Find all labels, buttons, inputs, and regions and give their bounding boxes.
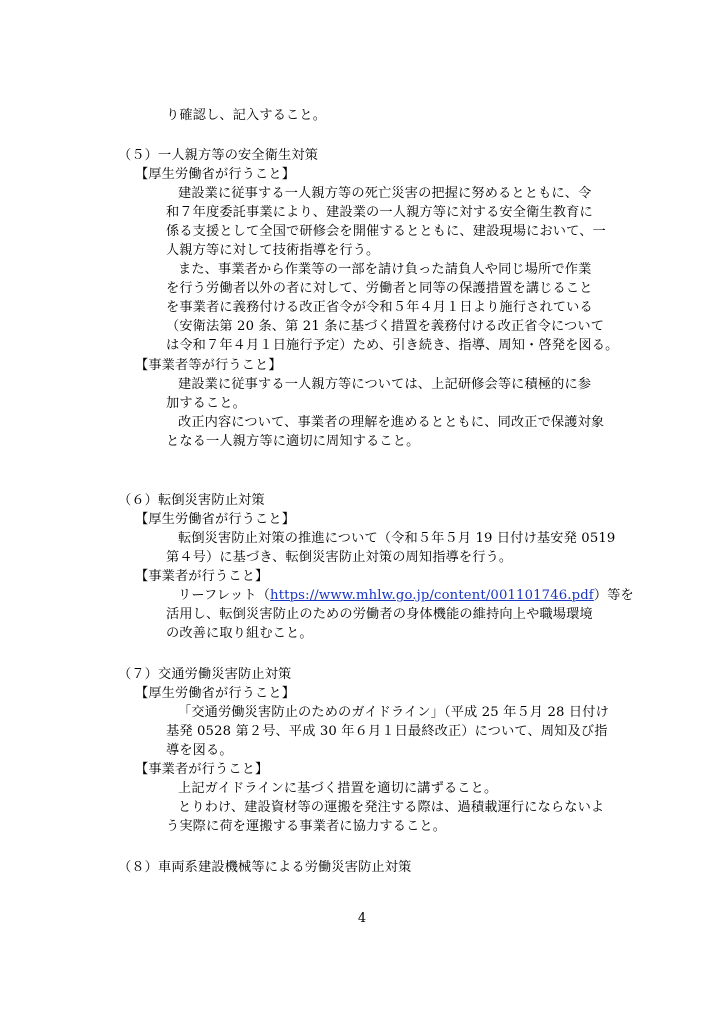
section-heading: （７）交通労働災害防止対策 bbox=[118, 667, 292, 682]
text-line: 上記ガイドラインに基づく措置を適切に講ずること。 bbox=[178, 781, 498, 796]
text-line: 加すること。 bbox=[166, 396, 247, 411]
section-heading: （８）車両系建設機械等による労働災害防止対策 bbox=[118, 860, 412, 875]
text-line: 基発 0528 第２号、平成 30 年６月１日最終改正）について、周知及び指 bbox=[166, 724, 608, 739]
text-line: 第４号）に基づき、転倒災害防止対策の周知指導を行う。 bbox=[166, 550, 513, 565]
text-line: 和７年度委託事業により、建設業の一人親方等に対する安全衛生教育に bbox=[166, 205, 593, 220]
subheading: 【事業者が行うこと】 bbox=[135, 569, 269, 584]
leaflet-line bbox=[178, 588, 634, 604]
subheading: 【厚生労働省が行うこと】 bbox=[135, 686, 296, 701]
text-line: となる一人親方等に適切に周知すること。 bbox=[166, 434, 420, 449]
text-line: 係る支援として全国で研修会を開催するとともに、建設現場において、一 bbox=[166, 224, 606, 239]
subheading: 【厚生労働省が行うこと】 bbox=[135, 512, 296, 527]
text-line: の改善に取り組むこと。 bbox=[166, 626, 313, 641]
text-line: り確認し、記入すること。 bbox=[166, 108, 327, 123]
section-heading: （５）一人親方等の安全衛生対策 bbox=[118, 148, 319, 163]
text-line: 転倒災害防止対策の推進について（令和５年５月 19 日付け基安発 0519 bbox=[178, 531, 616, 546]
subheading: 【厚生労働省が行うこと】 bbox=[135, 167, 296, 182]
section-heading: （６）転倒災害防止対策 bbox=[118, 493, 265, 508]
leaflet-prefix: リーフレット（ bbox=[178, 588, 271, 603]
text-line: 人親方等に対して技術指導を行う。 bbox=[166, 243, 380, 258]
page-number: 4 bbox=[357, 911, 367, 926]
text-line: また、事業者から作業等の一部を請け負った請負人や同じ場所で作業 bbox=[178, 262, 592, 277]
text-line: 建設業に従事する一人親方等については、上記研修会等に積極的に参 bbox=[178, 377, 592, 392]
text-line: 改正内容について、事業者の理解を進めるとともに、同改正で保護対象 bbox=[178, 415, 605, 430]
text-line: （安衛法第 20 条、第 21 条に基づく措置を義務付ける改正省令について bbox=[166, 319, 605, 334]
text-line: を行う労働者以外の者に対して、労働者と同等の保護措置を講じること bbox=[166, 281, 593, 296]
leaflet-suffix: ）等を bbox=[593, 588, 634, 603]
leaflet-link[interactable]: https://www.mhlw.go.jp/content/001101746.pdf bbox=[270, 588, 594, 603]
text-line: 「交通労働災害防止のためのガイドライン」（平成 25 年５月 28 日付け bbox=[178, 705, 609, 720]
text-line: は令和７年４月１日施行予定）ため、引き続き、指導、周知・啓発を図る。 bbox=[166, 338, 619, 353]
subheading: 【事業者が行うこと】 bbox=[135, 762, 269, 777]
text-line: 導を図る。 bbox=[166, 743, 233, 758]
subheading: 【事業者等が行うこと】 bbox=[135, 358, 282, 373]
text-line: 活用し、転倒災害防止のための労働者の身体機能の維持向上や職場環境 bbox=[166, 607, 593, 622]
text-line: 建設業に従事する一人親方等の死亡災害の把握に努めるとともに、令 bbox=[178, 186, 592, 201]
text-line: とりわけ、建設資材等の運搬を発注する際は、過積載運行にならないよ bbox=[178, 800, 605, 815]
text-line: う実際に荷を運搬する事業者に協力すること。 bbox=[166, 819, 447, 834]
text-line: を事業者に義務付ける改正省令が令和５年４月１日より施行されている bbox=[166, 300, 593, 315]
